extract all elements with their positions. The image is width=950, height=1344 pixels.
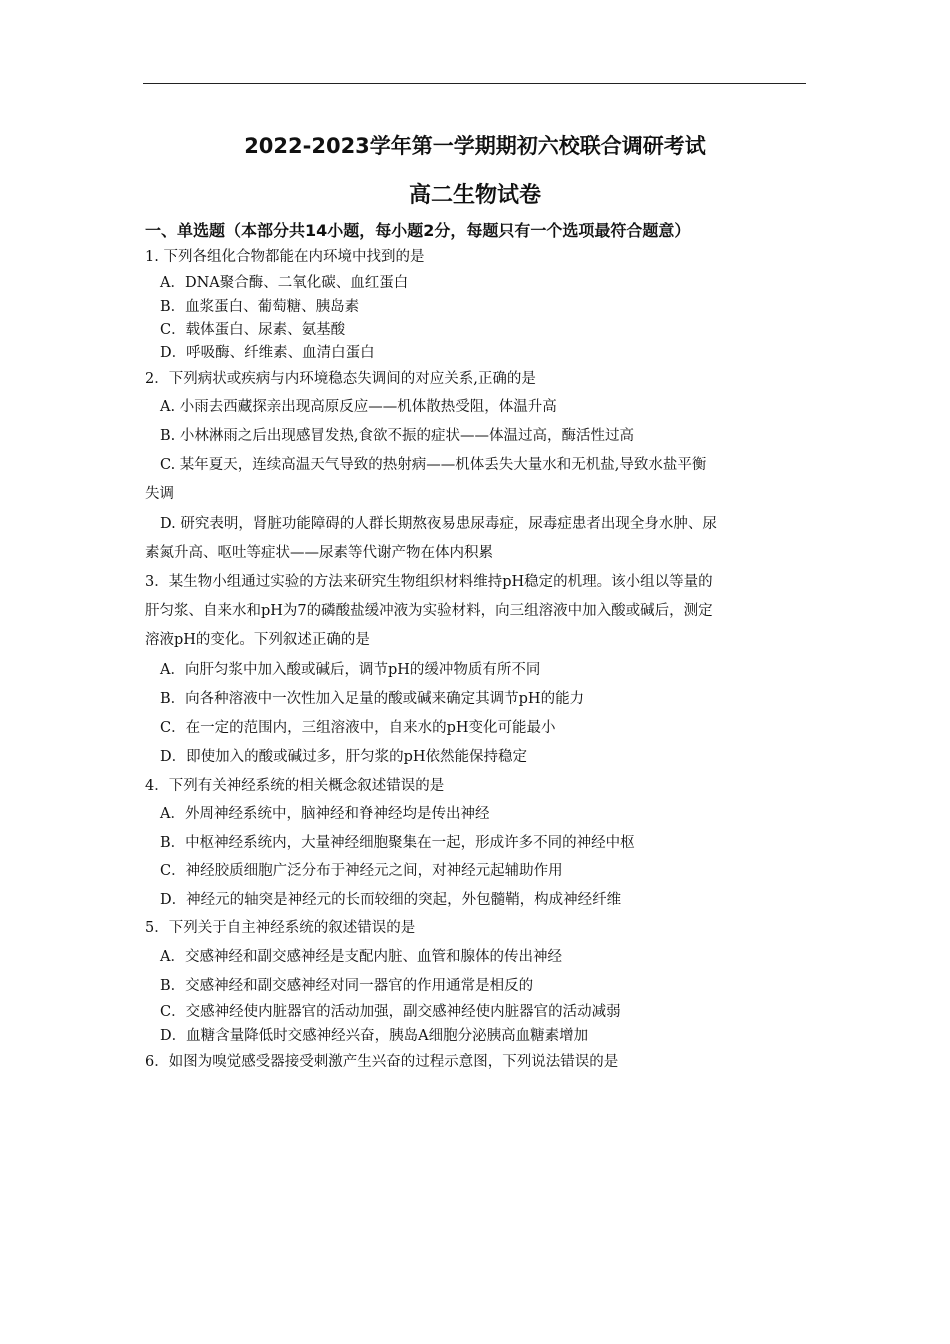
question-1-stem: 1. 下列各组化合物都能在内环境中找到的是	[145, 249, 425, 265]
question-1-option-b: B．血浆蛋白、葡萄糖、胰岛素	[160, 299, 360, 315]
question-1-option-d: D．呼吸酶、纤维素、血清白蛋白	[160, 345, 375, 361]
question-2-option-d: D. 研究表明，肾脏功能障碍的人群长期熬夜易患尿毒症，尿毒症患者出现全身水肿、尿	[160, 516, 717, 532]
question-2-option-b: B. 小林淋雨之后出现感冒发热,食欲不振的症状——体温过高，酶活性过高	[160, 428, 634, 444]
question-5-option-c: C．交感神经使内脏器官的活动加强，副交感神经使内脏器官的活动减弱	[160, 1004, 621, 1020]
question-2-option-a: A. 小雨去西藏探亲出现高原反应——机体散热受阻，体温升高	[160, 399, 557, 415]
question-4-option-c: C．神经胶质细胞广泛分布于神经元之间，对神经元起辅助作用	[160, 863, 563, 879]
section-heading: 一、单选题（本部分共14小题，每小题2分，每题只有一个选项最符合题意）	[145, 221, 691, 240]
question-3-option-c: C．在一定的范围内，三组溶液中，自来水的pH变化可能最小	[160, 720, 556, 736]
header-rule	[143, 83, 806, 84]
question-4-option-a: A．外周神经系统中，脑神经和脊神经均是传出神经	[160, 806, 490, 822]
question-1-option-a: A．DNA聚合酶、二氧化碳、血红蛋白	[160, 275, 409, 291]
question-3-option-d: D．即使加入的酸或碱过多，肝匀浆的pH依然能保持稳定	[160, 749, 528, 765]
question-2-stem: 2．下列病状或疾病与内环境稳态失调间的对应关系,正确的是	[145, 371, 536, 387]
question-2-option-d-cont: 素氮升高、呕吐等症状——尿素等代谢产物在体内积累	[145, 545, 493, 561]
question-3-stem: 3．某生物小组通过实验的方法来研究生物组织材料维持pH稳定的机理。该小组以等量的	[145, 574, 713, 590]
question-5-stem: 5．下列关于自主神经系统的叙述错误的是	[145, 920, 416, 936]
question-3-stem-cont-1: 肝匀浆、自来水和pH为7的磷酸盐缓冲液为实验材料，向三组溶液中加入酸或碱后，测定	[145, 603, 713, 619]
question-4-option-d: D．神经元的轴突是神经元的长而较细的突起，外包髓鞘，构成神经纤维	[160, 892, 622, 908]
question-3-option-a: A．向肝匀浆中加入酸或碱后，调节pH的缓冲物质有所不同	[160, 662, 541, 678]
question-3-stem-cont-2: 溶液pH的变化。下列叙述正确的是	[145, 632, 370, 648]
question-5-option-d: D．血糖含量降低时交感神经兴奋，胰岛A细胞分泌胰高血糖素增加	[160, 1028, 589, 1044]
question-2-option-c: C. 某年夏天，连续高温天气导致的热射病——机体丢失大量水和无机盐,导致水盐平衡	[160, 457, 707, 473]
question-2-option-c-cont: 失调	[145, 486, 174, 502]
question-1-option-c: C．载体蛋白、尿素、氨基酸	[160, 322, 346, 338]
exam-title: 2022-2023学年第一学期期初六校联合调研考试	[244, 134, 706, 158]
question-3-option-b: B．向各种溶液中一次性加入足量的酸或碱来确定其调节pH的能力	[160, 691, 585, 707]
question-5-option-a: A．交感神经和副交感神经是支配内脏、血管和腺体的传出神经	[160, 949, 562, 965]
question-5-option-b: B．交感神经和副交感神经对同一器官的作用通常是相反的	[160, 978, 534, 994]
question-4-option-b: B．中枢神经系统内，大量神经细胞聚集在一起，形成许多不同的神经中枢	[160, 835, 635, 851]
exam-subtitle: 高二生物试卷	[408, 183, 541, 208]
question-6-stem: 6．如图为嗅觉感受器接受刺激产生兴奋的过程示意图，下列说法错误的是	[145, 1054, 619, 1070]
question-4-stem: 4．下列有关神经系统的相关概念叙述错误的是	[145, 778, 445, 794]
